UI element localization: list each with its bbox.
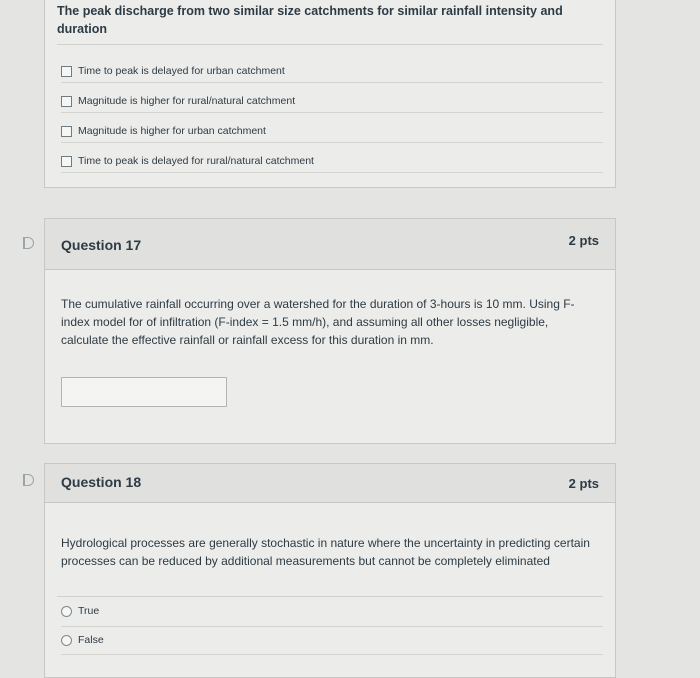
question-title: Question 17: [61, 237, 142, 253]
flag-question-icon[interactable]: [23, 474, 34, 486]
flag-question-icon[interactable]: [23, 237, 34, 249]
question-18-card: [44, 463, 616, 678]
q16-option-3[interactable]: [61, 120, 603, 143]
q16-option-4[interactable]: [61, 150, 603, 173]
checkbox[interactable]: [61, 156, 72, 167]
question-title: Question 18: [61, 474, 142, 490]
question-17-text: The cumulative rainfall occurring over a watershed for the duration of 3-hours is 10 mm. Using F-index model for of infiltration (F-index = 1.5 mm/h), and assuming all other losses negligible, calculate the effective rainfall or rainfall excess for this duration in mm.: [61, 297, 575, 347]
option-label: Magnitude is higher for urban catchment: [78, 125, 266, 137]
question-points: 2 pts: [568, 476, 599, 491]
question-16-card: [44, 0, 616, 188]
radio-button[interactable]: [61, 635, 72, 646]
question-header: [45, 464, 615, 503]
q18-option-false[interactable]: [61, 626, 603, 655]
q18-option-true[interactable]: [61, 596, 603, 627]
option-label: True: [78, 605, 100, 617]
question-header: [45, 219, 615, 270]
checkbox[interactable]: [61, 96, 72, 107]
q16-option-2[interactable]: [61, 90, 603, 113]
divider: [57, 44, 603, 45]
question-points: 2 pts: [568, 233, 599, 248]
question-16-text: The peak discharge from two similar size catchments for similar rainfall intensity and duration: [57, 4, 563, 36]
radio-button[interactable]: [61, 606, 72, 617]
checkbox[interactable]: [61, 66, 72, 77]
question-17-card: [44, 218, 616, 444]
q16-option-1[interactable]: [61, 60, 603, 83]
option-label: False: [78, 634, 104, 646]
question-18-text: Hydrological processes are generally stochastic in nature where the uncertainty in predicting certain processes can be reduced by additional measurements but cannot be completely eliminated: [61, 536, 590, 568]
option-label: Time to peak is delayed for urban catchment: [78, 65, 285, 77]
option-label: Magnitude is higher for rural/natural catchment: [78, 95, 296, 107]
answer-input[interactable]: [61, 377, 227, 407]
checkbox[interactable]: [61, 126, 72, 137]
option-label: Time to peak is delayed for rural/natural catchment: [78, 155, 314, 167]
